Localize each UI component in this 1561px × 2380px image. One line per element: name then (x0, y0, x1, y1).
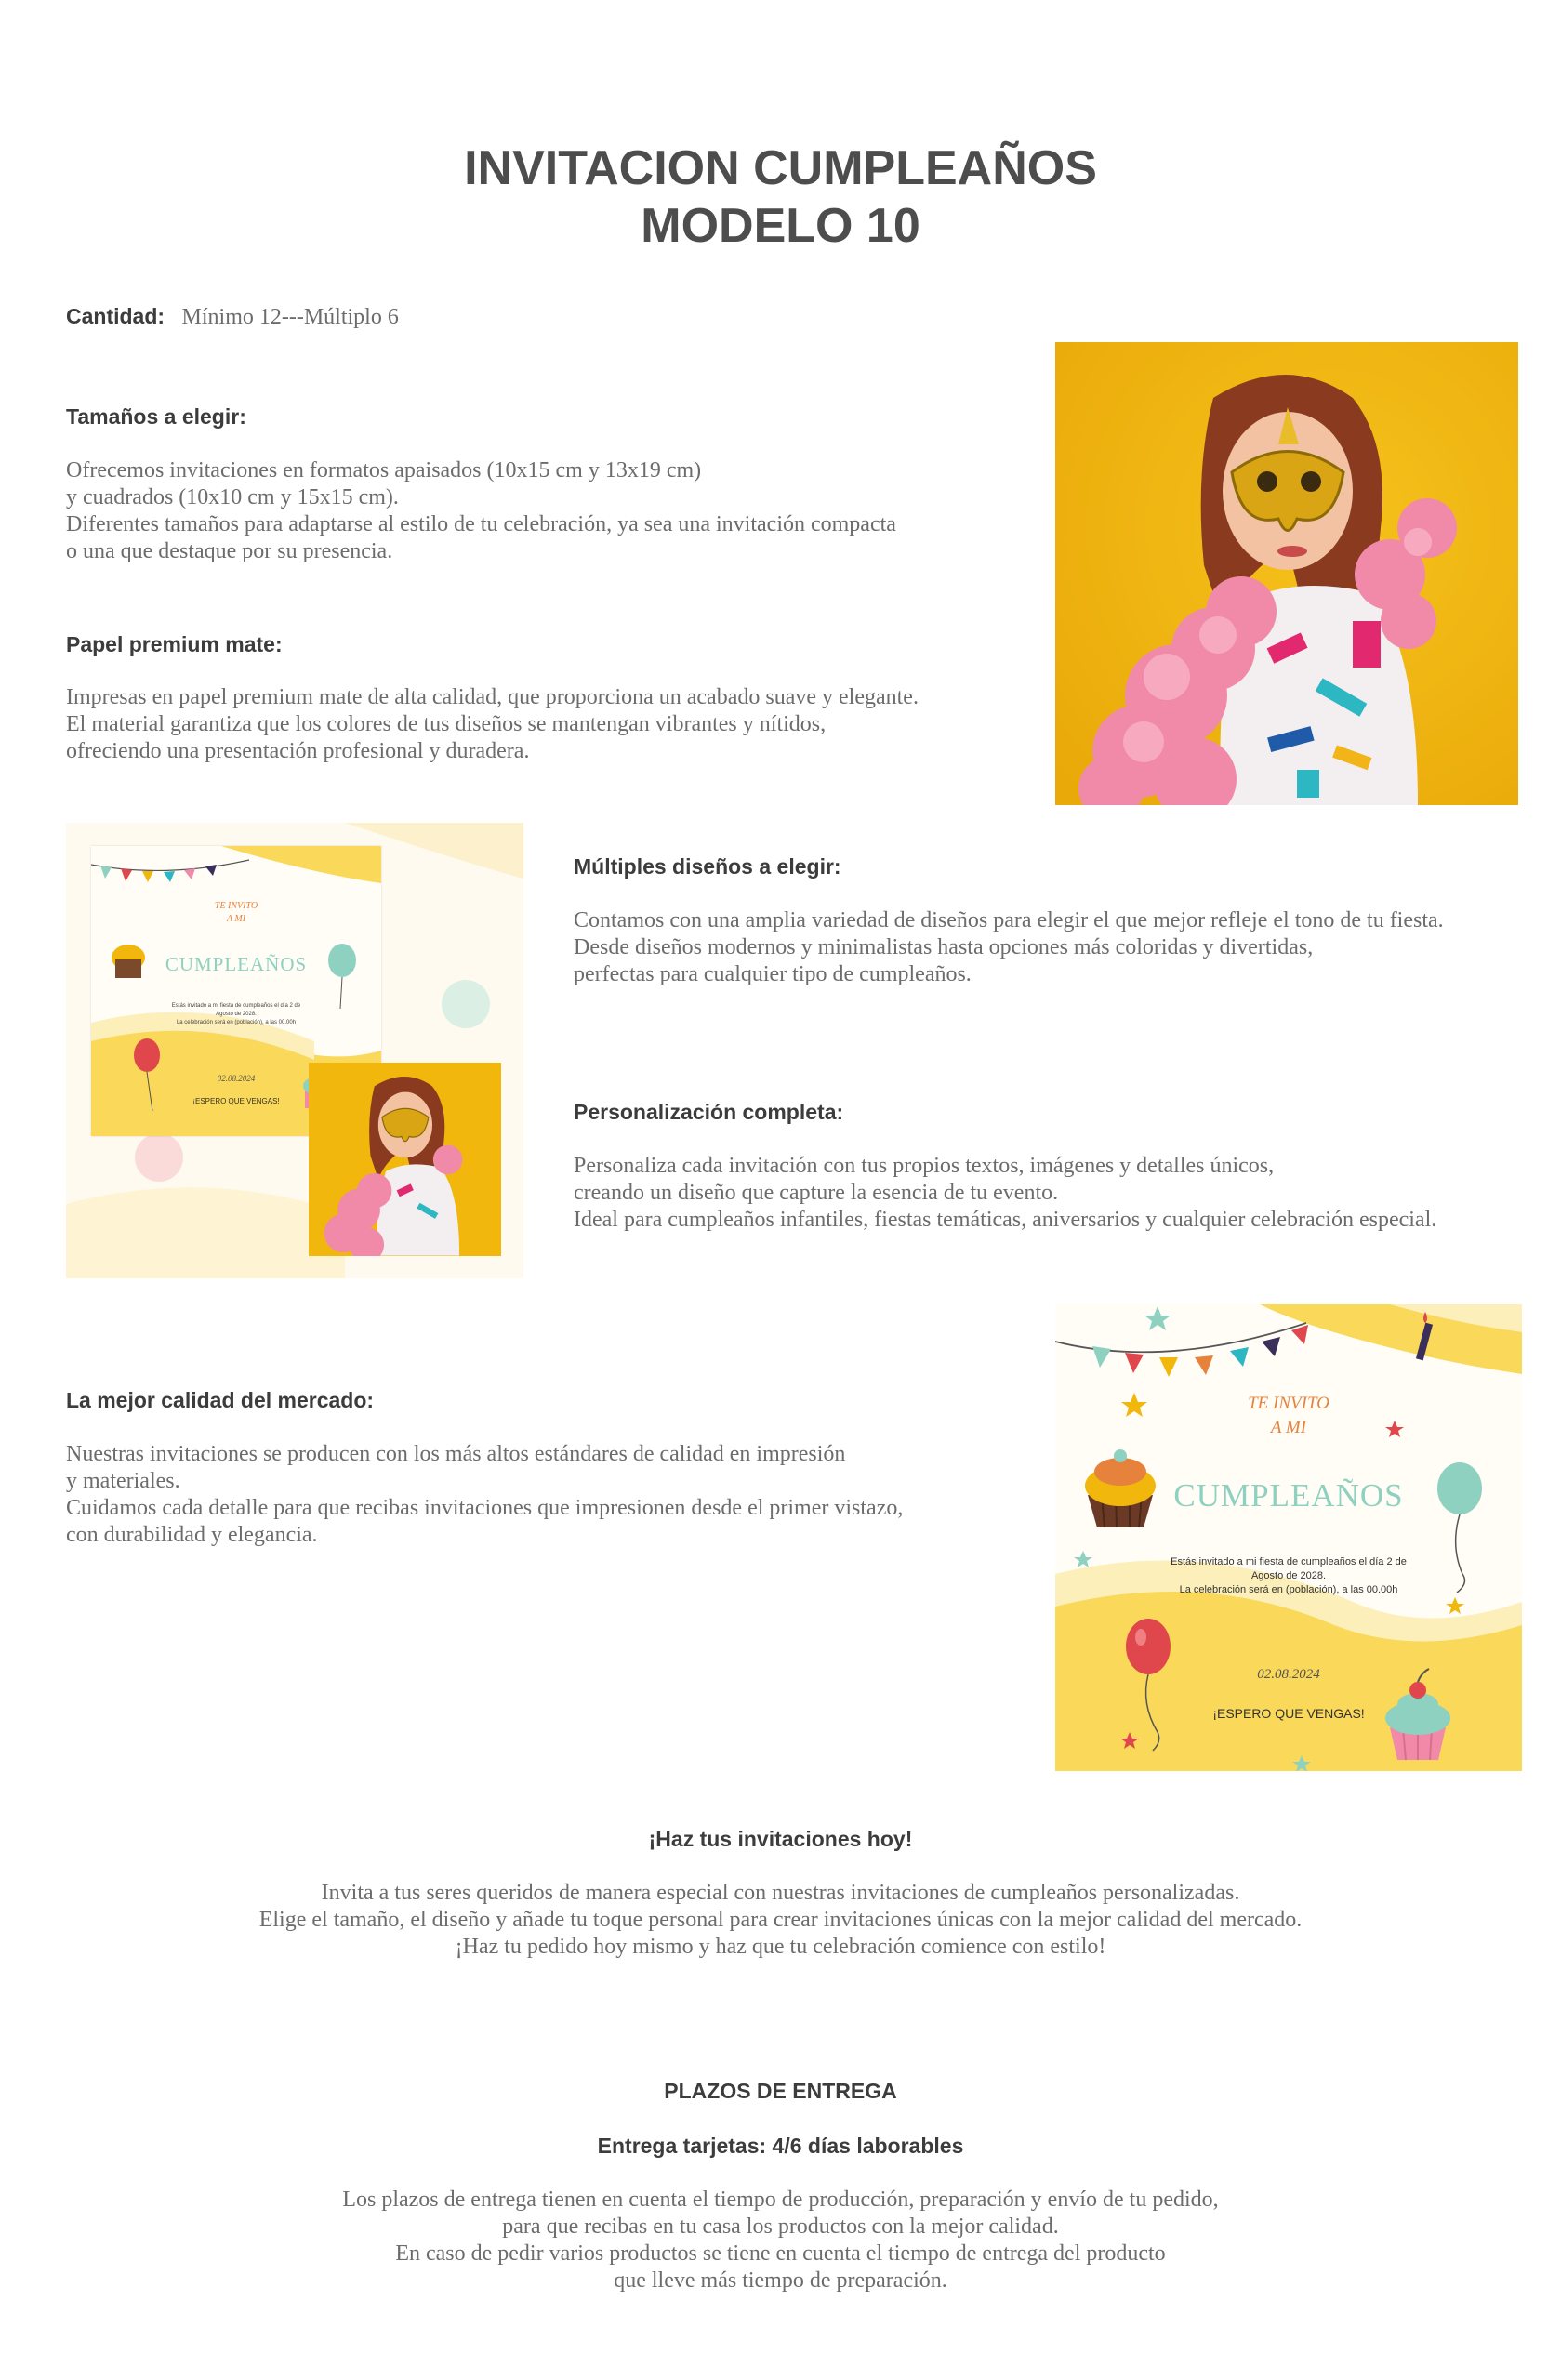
plazos-heading: PLAZOS DE ENTREGA (664, 2079, 897, 2103)
personalizacion-body: Personaliza cada invitación con tus propios textos, imágenes y detalles únicos, creando un diseño que capture la esencia de tu evento. Ideal para cumpleaños infantiles, fiestas temáticas, aniversarios y cualquier celebración especial. (574, 1154, 1437, 1232)
cantidad-row (66, 304, 399, 330)
girl-mask-illustration (1055, 342, 1518, 805)
mini-card-details1: Estás invitado a mi fiesta de cumpleaños el día 2 de (171, 1003, 301, 1009)
mini-card-details3: La celebración será en (población), a las 00.00h (176, 1020, 297, 1025)
card-details1: Estás invitado a mi fiesta de cumpleaños el día 2 de (1171, 1556, 1407, 1567)
card-line2: A MI (1270, 1418, 1307, 1437)
mini-card-details2: Agosto de 2028. (216, 1012, 257, 1017)
card-details2: Agosto de 2028. (1250, 1570, 1327, 1581)
calidad-heading: La mejor calidad del mercado: (66, 1388, 375, 1412)
page-title-line2: MODELO 10 (641, 199, 920, 253)
disenos-body: Contamos con una amplia variedad de diseños para elegir el que mejor refleje el tono de tu fiesta. Desde diseños modernos y minimalistas hasta opciones más coloridas y divertidas, perfectas para cualquier tipo de cumpleaños. (574, 908, 1444, 986)
large-card-art (1055, 1304, 1522, 1771)
mini-girl-illustration (309, 1063, 501, 1256)
haz-heading: ¡Haz tus invitaciones hoy! (648, 1827, 913, 1851)
cantidad-label: Cantidad: (66, 304, 165, 328)
papel-body: Impresas en papel premium mate de alta calidad, que proporciona un acabado suave y elegante. El material garantiza que los colores de tus diseños se mantengan vibrantes y nítidos, ofreciendo una presentación profesional y duradera. (66, 685, 919, 763)
mini-card-line1: TE INVITO (214, 901, 258, 911)
page-title-line1: INVITACION CUMPLEAÑOS (464, 141, 1097, 195)
mini-card-title: CUMPLEAÑOS (165, 953, 308, 975)
tamanos-body: Ofrecemos invitaciones en formatos apaisados (10x15 cm y 13x19 cm) y cuadrados (10x10 cm y 15x15 cm). Diferentes tamaños para adaptarse al estilo de tu celebración, ya sea una invitación compacta o una que destaque por su presencia. (66, 458, 896, 563)
mini-card-closing: ¡ESPERO QUE VENGAS! (192, 1097, 280, 1105)
mini-card-line2: A MI (226, 914, 246, 924)
calidad-body: Nuestras invitaciones se producen con los más altos estándares de calidad en impresión y materiales. Cuidamos cada detalle para que recibas invitaciones que impresionen desde el primer vistazo, con durabilidad y elegancia. (66, 1442, 904, 1547)
card-details3: La celebración será en (población), a las 00.00h (1179, 1584, 1398, 1595)
card-closing: ¡ESPERO QUE VENGAS! (1212, 1706, 1365, 1721)
plazos-subheading: Entrega tarjetas: 4/6 días laborables (597, 2134, 964, 2158)
plazos-body: Los plazos de entrega tienen en cuenta el tiempo de producción, preparación y envío de tu pedido, para que recibas en tu casa los productos con la mejor calidad. En caso de pedir varios productos se tiene en cuenta el tiempo de entrega del producto que lleve más tiempo de preparación. (342, 2188, 1219, 2293)
card-title: CUMPLEAÑOS (1173, 1477, 1404, 1514)
cantidad-value: Mínimo 12---Múltiplo 6 (181, 305, 399, 329)
personalizacion-heading: Personalización completa: (574, 1100, 844, 1124)
card-line1: TE INVITO (1248, 1394, 1329, 1413)
papel-heading: Papel premium mate: (66, 632, 283, 656)
large-invitation-card (1055, 1304, 1522, 1771)
product-collage (66, 823, 523, 1278)
haz-body: Invita a tus seres queridos de manera especial con nuestras invitaciones de cumpleaños personalizadas. Elige el tamaño, el diseño y añade tu toque personal para crear invitaciones únicas con la mejor calidad del mercado. ¡Haz tu pedido hoy mismo y haz que tu celebración comience con estilo! (258, 1881, 1303, 1959)
card-date: 02.08.2024 (1257, 1667, 1320, 1682)
tamanos-heading: Tamaños a elegir: (66, 404, 246, 429)
mini-card-date: 02.08.2024 (217, 1074, 256, 1083)
disenos-heading: Múltiples diseños a elegir: (574, 854, 841, 879)
mini-photo-girl (309, 1063, 501, 1256)
product-photo-girl (1055, 342, 1518, 805)
